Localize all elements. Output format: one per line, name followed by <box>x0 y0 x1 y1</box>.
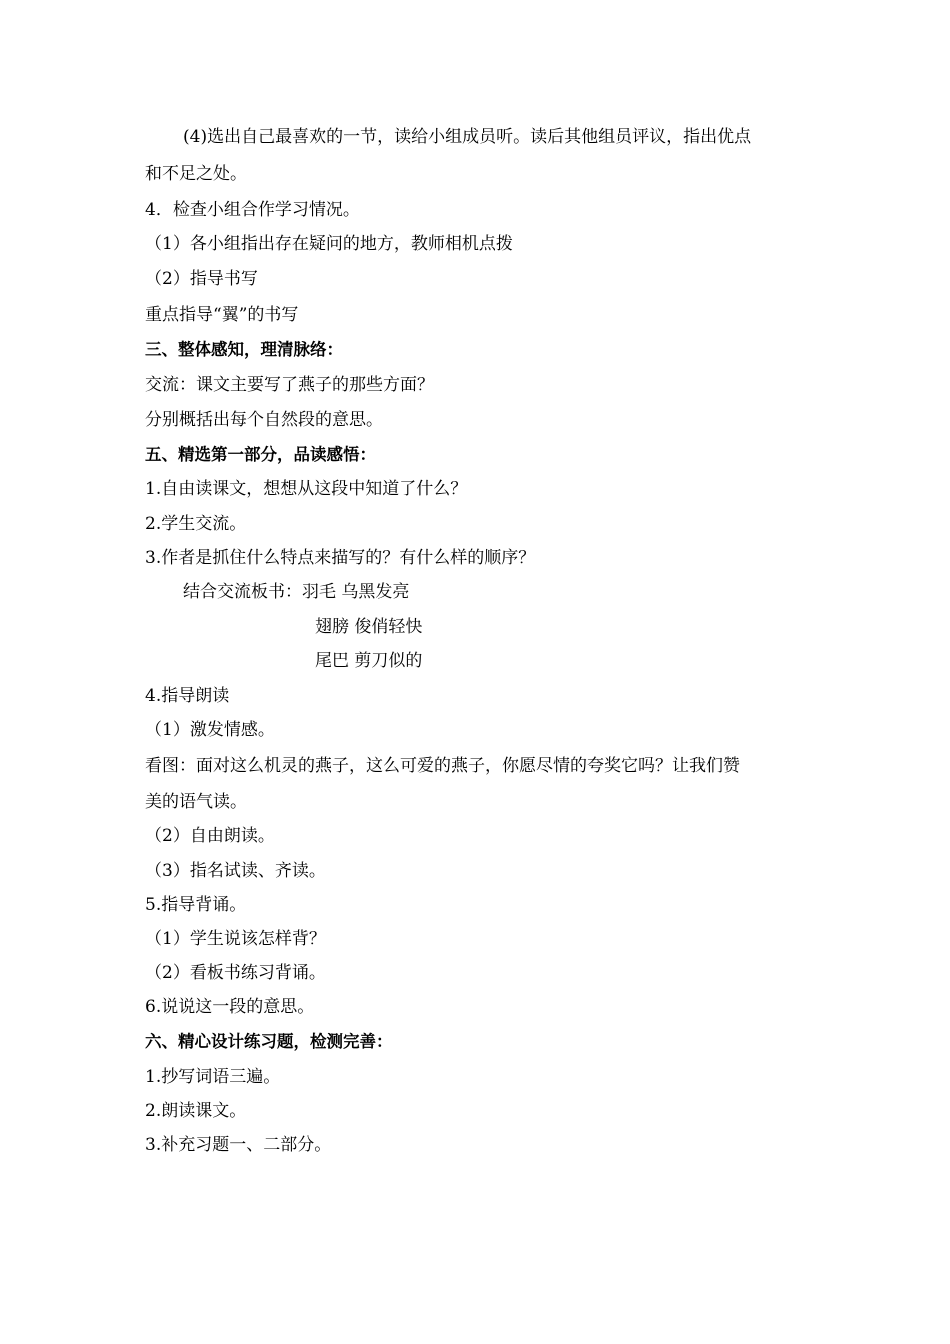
paragraph-line: 重点指导“翼”的书写 <box>145 305 299 325</box>
paragraph-line: 3.作者是抓住什么特点来描写的？有什么样的顺序？ <box>145 548 536 568</box>
paragraph-line: （1）激发情感。 <box>145 720 275 740</box>
paragraph-line: 6.说说这一段的意思。 <box>145 997 315 1017</box>
paragraph-line: 交流：课文主要写了燕子的那些方面？ <box>145 375 434 395</box>
paragraph-line: （3）指名试读、齐读。 <box>145 861 326 881</box>
paragraph-line: 4.指导朗读 <box>145 686 230 706</box>
paragraph-line: 分别概括出每个自然段的意思。 <box>145 410 383 430</box>
paragraph-line: 和不足之处。 <box>145 164 247 184</box>
board-line: 尾巴 剪刀似的 <box>315 651 423 671</box>
section-heading: 六、精心设计练习题，检测完善： <box>145 1032 393 1051</box>
paragraph-line: 看图：面对这么机灵的燕子，这么可爱的燕子，你愿尽情的夸奖它吗？让我们赞 <box>145 756 740 776</box>
paragraph-line: 5.指导背诵。 <box>145 895 247 915</box>
paragraph-line: （2）指导书写 <box>145 269 258 289</box>
paragraph-line: 4．检查小组合作学习情况。 <box>145 200 360 220</box>
paragraph-line: 1.抄写词语三遍。 <box>145 1067 281 1087</box>
paragraph-line: 1.自由读课文，想想从这段中知道了什么？ <box>145 479 468 499</box>
paragraph-line: 2.学生交流。 <box>145 514 247 534</box>
paragraph-line: 美的语气读。 <box>145 792 247 812</box>
paragraph-line: （2）看板书练习背诵。 <box>145 963 326 983</box>
section-heading: 五、精选第一部分，品读感悟： <box>145 445 376 464</box>
paragraph-line: （2）自由朗读。 <box>145 826 275 846</box>
paragraph-line: （1）各小组指出存在疑问的地方，教师相机点拨 <box>145 234 513 254</box>
board-line: 翅膀 俊俏轻快 <box>315 617 423 637</box>
paragraph-line: (4)选出自己最喜欢的一节，读给小组成员听。读后其他组员评议，指出优点 <box>183 127 752 147</box>
board-line: 结合交流板书：羽毛 乌黑发亮 <box>183 582 410 602</box>
paragraph-line: 3.补充习题一、二部分。 <box>145 1135 332 1155</box>
paragraph-line: 2.朗读课文。 <box>145 1101 247 1121</box>
paragraph-line: （1）学生说该怎样背？ <box>145 929 326 949</box>
section-heading: 三、整体感知，理清脉络： <box>145 340 343 359</box>
